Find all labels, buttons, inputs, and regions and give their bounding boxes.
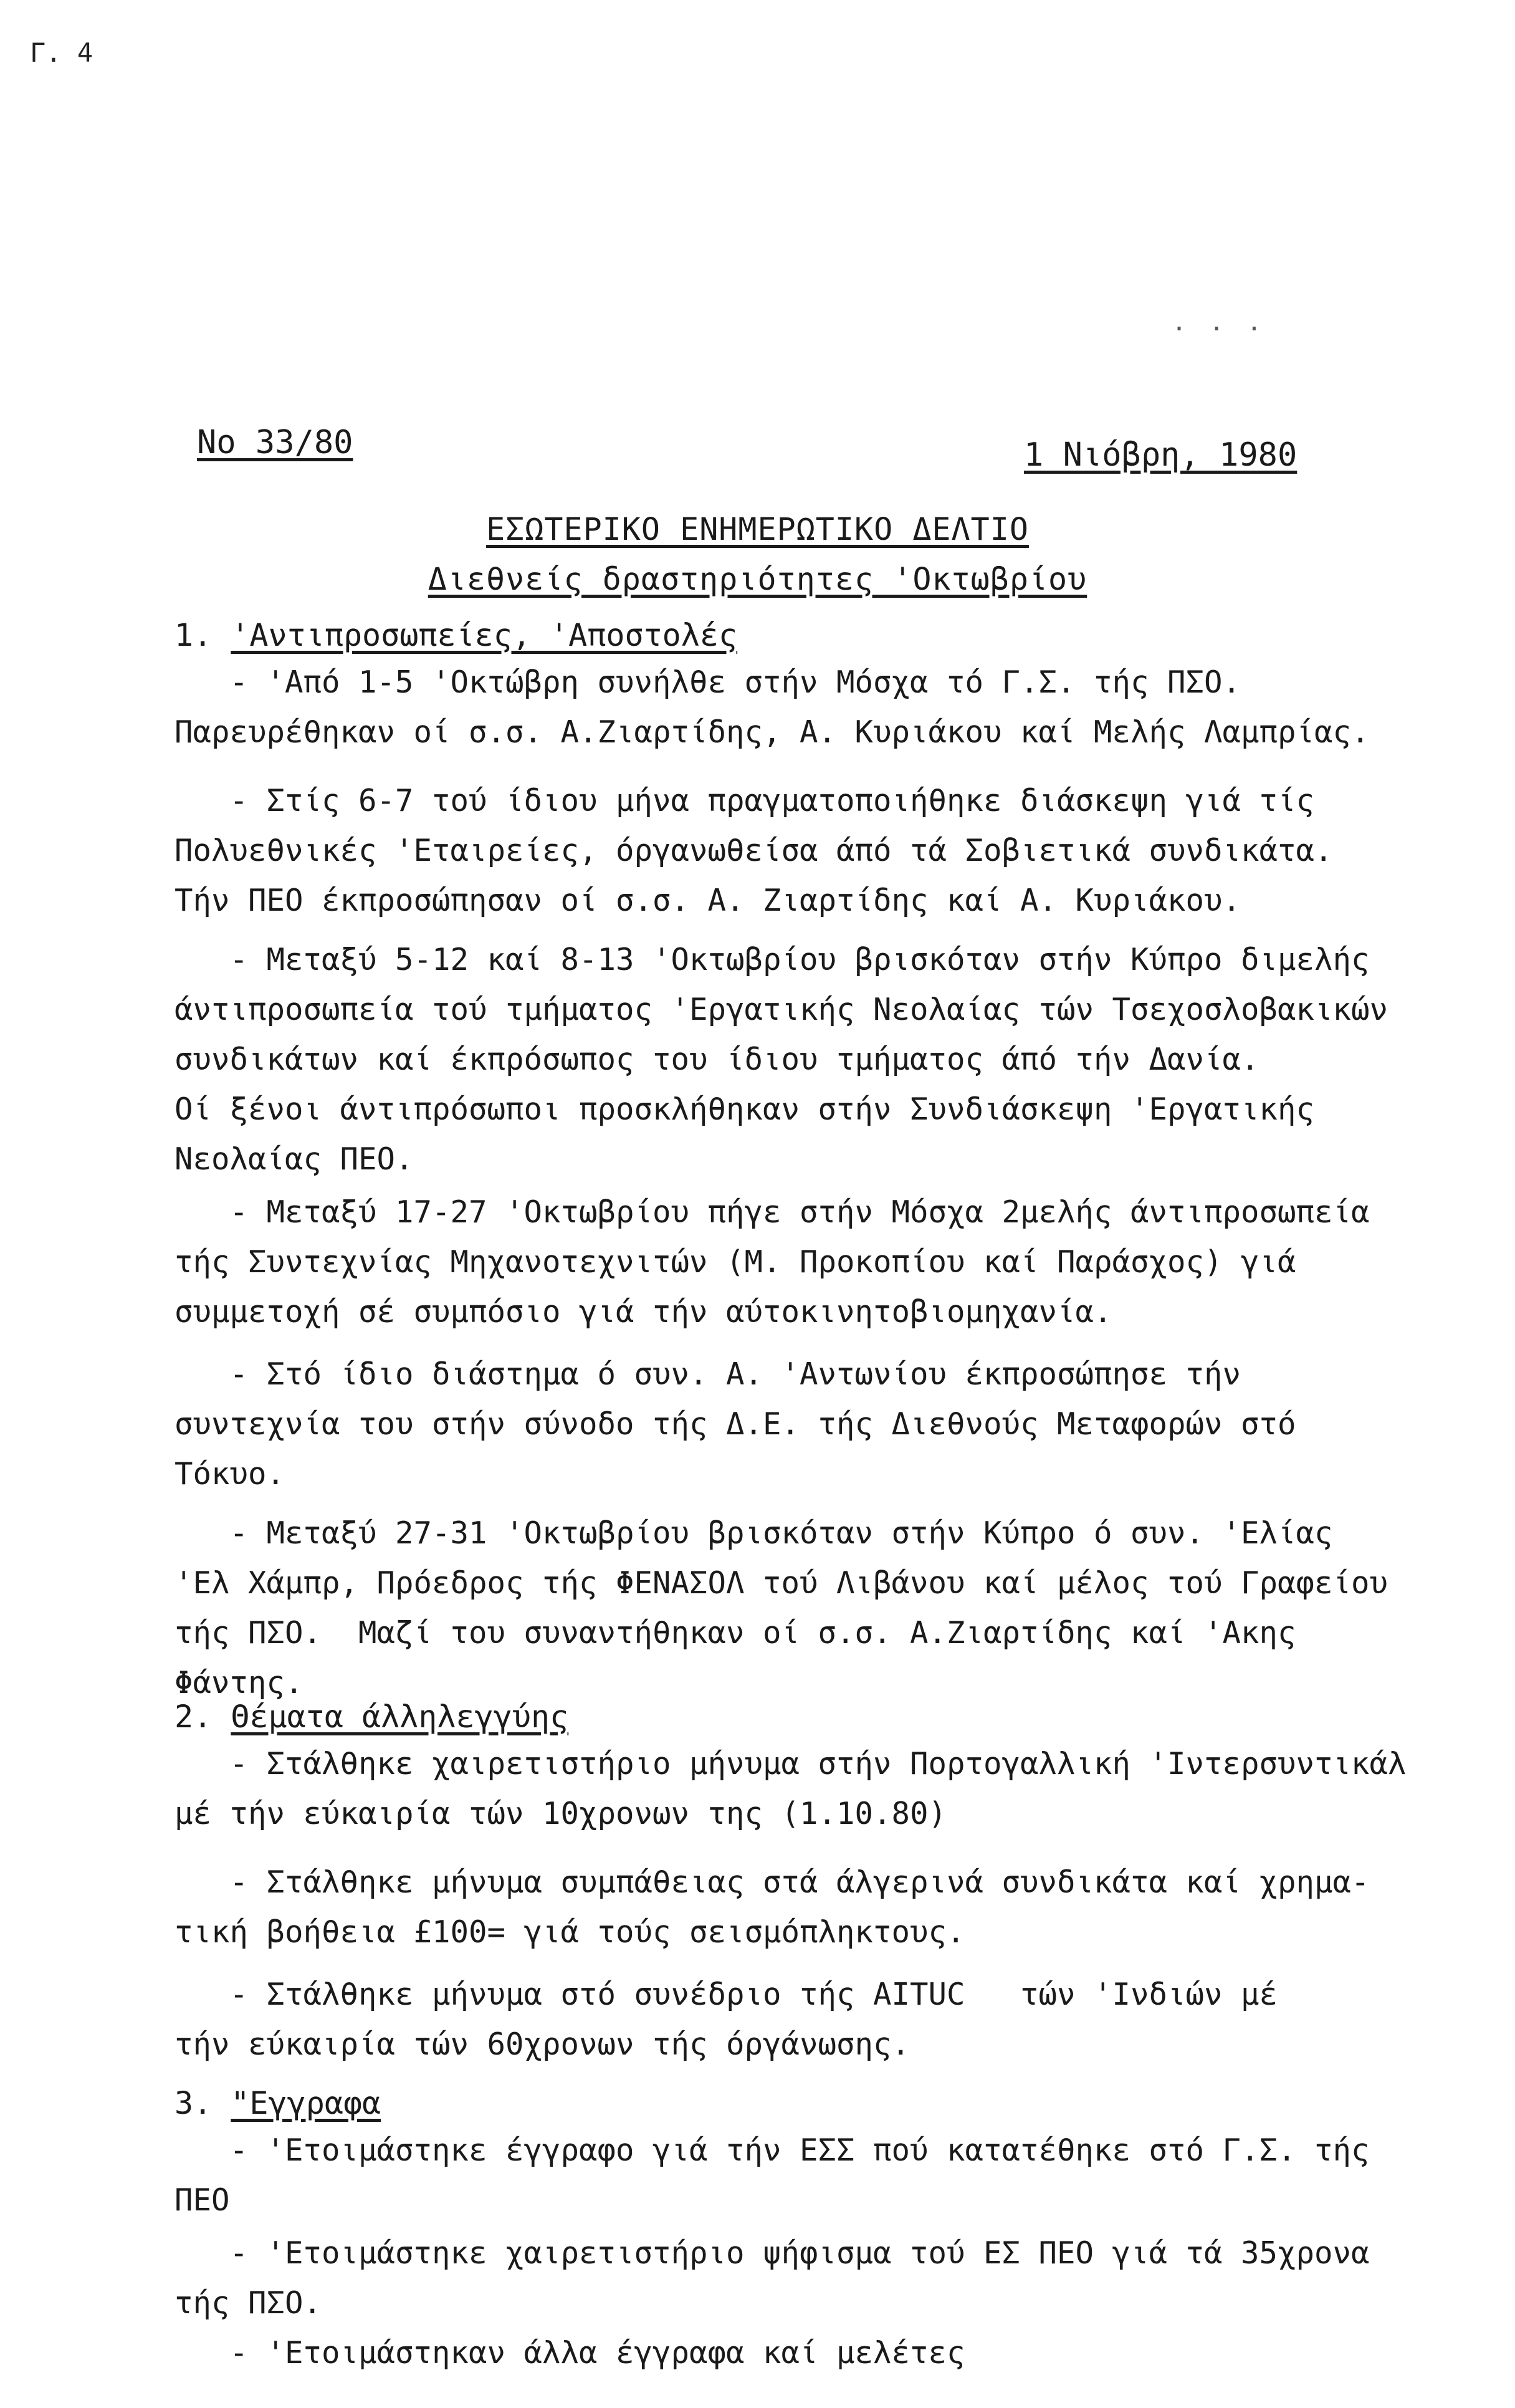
- paragraph: - 'Από 1-5 'Οκτώβρη συνήλθε στήν Μόσχα τό Γ.Σ. τής ΠΣΟ. Παρευρέθηκαν οί σ.σ. Α.Ζιαρτίδης, Α. Κυριάκου καί Μελής Λαμπρίας.: [174, 664, 1370, 750]
- document-subtitle: Διεθνείς δραστηριότητες 'Οκτωβρίου: [428, 561, 1087, 597]
- scan-speck: · · ·: [1172, 315, 1266, 343]
- paragraph: - 'Ετοιμάστηκαν άλλα έγγραφα καί μελέτες: [174, 2335, 965, 2371]
- corner-mark: Γ. 4: [30, 37, 93, 68]
- section-number: 3.: [174, 2085, 213, 2121]
- section-title: "Εγγραφα: [231, 2085, 381, 2121]
- section-1-heading: [174, 617, 737, 653]
- section-title: 'Αντιπροσωπείες, 'Αποστολές: [231, 617, 738, 653]
- paragraph: - Μεταξύ 5-12 καί 8-13 'Οκτωβρίου βρισκόταν στήν Κύπρο διμελής άντιπροσωπεία τού τμήματος 'Εργατικής Νεολαίας τών Τσεχοσλοβακικών συνδικάτων καί έκπρόσωπος του ίδιου τμήματος άπό τήν Δανία. Οί ξένοι άντιπρόσωποι προσκλήθηκαν στήν Συνδιάσκεψη 'Εργατικής Νεολαίας ΠΕΟ.: [174, 942, 1388, 1177]
- paragraph: - Στίς 6-7 τού ίδιου μήνα πραγματοποιήθηκε διάσκεψη γιά τίς Πολυεθνικές 'Εταιρείες, όργανωθείσα άπό τά Σοβιετικά συνδικάτα. Τήν ΠΕΟ έκπροσώπησαν οί σ.σ. Α. Ζιαρτίδης καί Α. Κυριάκου.: [174, 783, 1333, 918]
- document-title: ΕΣΩΤΕΡΙΚΟ ΕΝΗΜΕΡΩΤΙΚΟ ΔΕΛΤΙΟ: [486, 511, 1029, 547]
- section-title: Θέματα άλληλεγγύης: [231, 1699, 569, 1735]
- paragraph: - Στό ίδιο διάστημα ό συν. Α. 'Αντωνίου έκπροσώπησε τήν συντεχνία του στήν σύνοδο τής Δ.Ε. τής Διεθνούς Μεταφορών στό Τόκυο.: [174, 1356, 1296, 1492]
- paragraph: - Στάλθηκε χαιρετιστήριο μήνυμα στήν Πορτογαλλική 'Ιντερσυντικάλ μέ τήν εύκαιρία τών 10χρονων της (1.10.80): [174, 1746, 1407, 1831]
- document-date: 1 Νιόβρη, 1980: [1024, 436, 1298, 474]
- section-3-heading: [174, 2085, 381, 2121]
- reference-number: Νο 33/80: [197, 424, 353, 461]
- section-2-heading: [174, 1699, 568, 1735]
- section-number: 2.: [174, 1699, 213, 1735]
- paragraph: - Μεταξύ 27-31 'Οκτωβρίου βρισκόταν στήν Κύπρο ό συν. 'Ελίας 'Ελ Χάμπρ, Πρόεδρος τής ΦΕΝΑΣΟΛ τού Λιβάνου καί μέλος τού Γραφείου τής ΠΣΟ. Μαζί του συναντήθηκαν οί σ.σ. Α.Ζιαρτίδης καί 'Ακης Φάντης.: [174, 1515, 1388, 1700]
- section-number: 1.: [174, 617, 213, 653]
- paragraph: - Μεταξύ 17-27 'Οκτωβρίου πήγε στήν Μόσχα 2μελής άντιπροσωπεία τής Συντεχνίας Μηχανοτεχνιτών (Μ. Προκοπίου καί Παράσχος) γιά συμμετοχή σέ συμπόσιο γιά τήν αύτοκινητοβιομηχανία.: [174, 1194, 1370, 1330]
- paragraph: - Στάλθηκε μήνυμα συμπάθειας στά άλγερινά συνδικάτα καί χρημα- τική βοήθεια £100= γιά τούς σεισμόπληκτους.: [174, 1864, 1370, 1950]
- paragraph: - 'Ετοιμάστηκε έγγραφο γιά τήν ΕΣΣ πού κατατέθηκε στό Γ.Σ. τής ΠΕΟ: [174, 2132, 1370, 2218]
- paragraph: - 'Ετοιμάστηκε χαιρετιστήριο ψήφισμα τού ΕΣ ΠΕΟ γιά τά 35χρονα τής ΠΣΟ.: [174, 2235, 1370, 2321]
- paragraph: - Στάλθηκε μήνυμα στό συνέδριο τής AITUC τών 'Ινδιών μέ τήν εύκαιρία τών 60χρονων τής όργάνωσης.: [174, 1977, 1278, 2062]
